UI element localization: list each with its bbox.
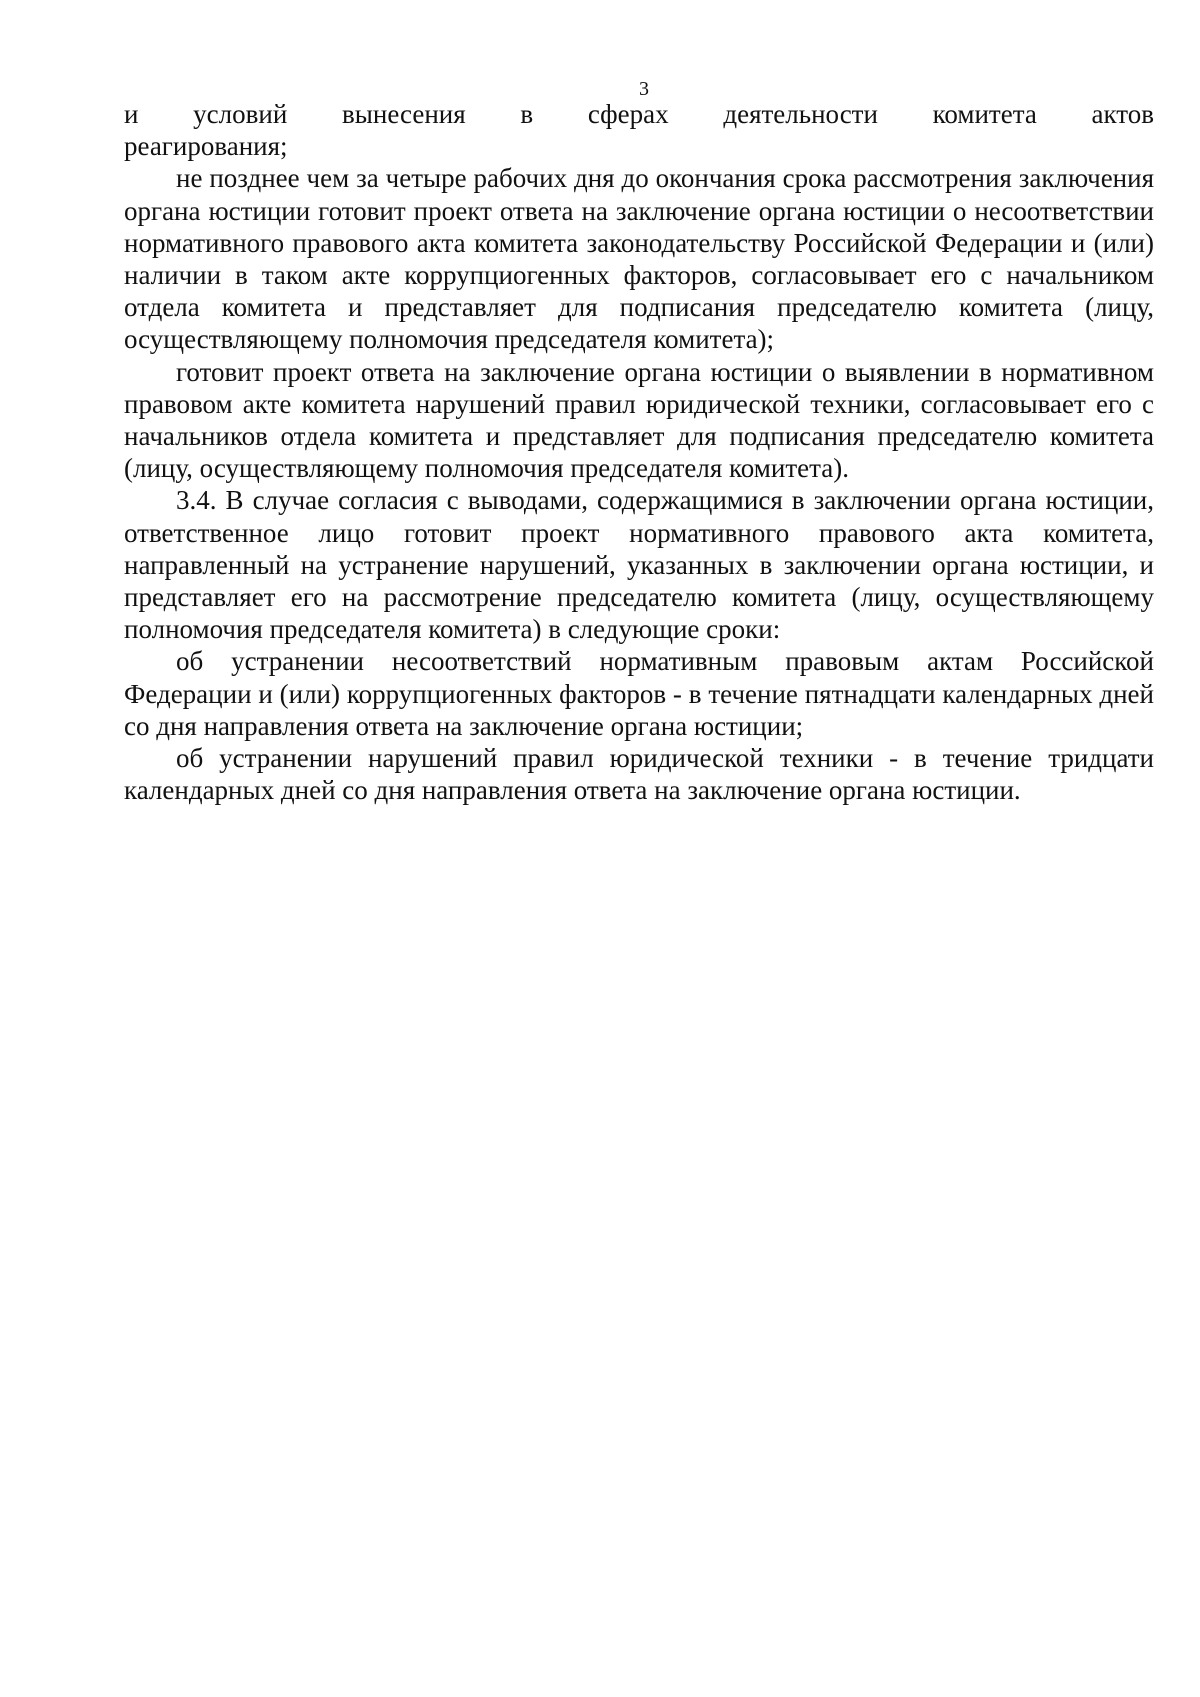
document-body [124, 98, 1154, 806]
opening-line: и условий вынесения в сферах деятельности комитета актов [124, 99, 1154, 129]
paragraph-section-3-4: 3.4. В случае согласия с выводами, содержащимися в заключении органа юстиции, ответственное лицо готовит проект нормативного правового акта комитета, направленный на устранение нарушений, указанных в заключении органа юстиции, и представляет его на рассмотрение председателю комитета (лицу, осуществляющему полномочия председателя комитета) в следующие сроки: [124, 485, 1154, 645]
paragraph-deadline-four-days: не позднее чем за четыре рабочих дня до окончания срока рассмотрения заключения органа юстиции готовит проект ответа на заключение органа юстиции о несоответствии нормативного правового акта комитета законодательству Российской Федерации и (или) наличии в таком акте коррупциогенных факторов, согласовывает его с начальником отдела комитета и представляет для подписания председателю комитета (лицу, осуществляющему полномочия председателя комитета); [124, 163, 1154, 355]
opening-line-continuation: реагирования; [124, 131, 288, 162]
page-number: 3 [639, 78, 649, 100]
paragraph-thirty-days: об устранении нарушений правил юридической техники - в течение тридцати календарных дней со дня направления ответа на заключение органа юстиции. [124, 743, 1154, 806]
paragraph-legal-technique-response: готовит проект ответа на заключение органа юстиции о выявлении в нормативном правовом акте комитета нарушений правил юридической техники, согласовывает его с начальников отдела комитета и представляет для подписания председателю комитета (лицу, осуществляющему полномочия председателя комитета). [124, 356, 1154, 484]
paragraph-fifteen-days: об устранении несоответствий нормативным правовым актам Российской Федерации и (или) коррупциогенных факторов - в течение пятнадцати календарных дней со дня направления ответа на заключение органа юстиции; [124, 646, 1154, 741]
